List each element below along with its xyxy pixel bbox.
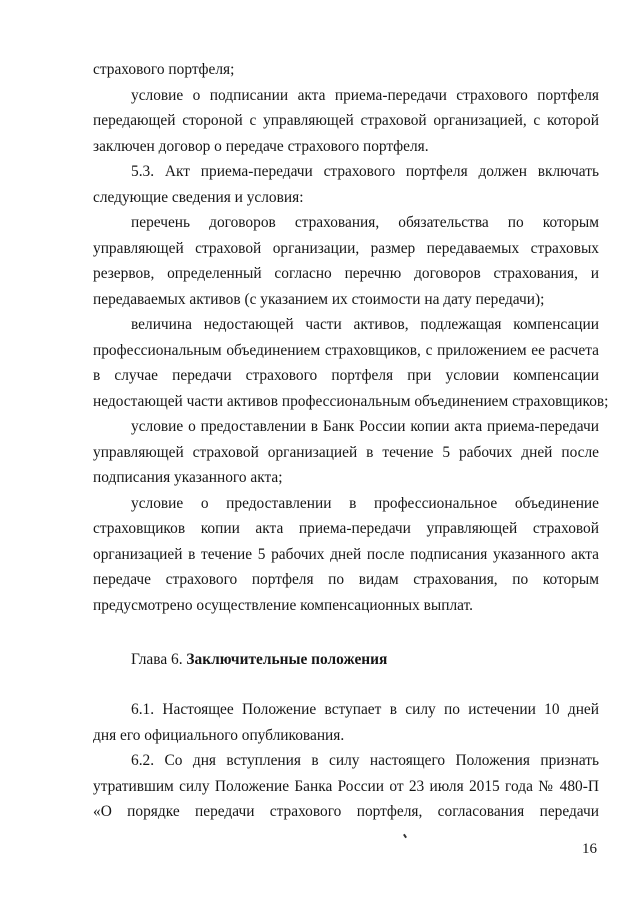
text-line: предусмотрено осуществление компенсационных выплат. bbox=[93, 596, 474, 614]
text-line: организацией в течение 5 рабочих дней после подписания указанного акта bbox=[93, 545, 599, 563]
chapter-heading bbox=[131, 647, 387, 672]
chapter-label: Глава 6. bbox=[131, 651, 183, 668]
text-line: профессиональным объединением страховщиков, с приложением ее расчета bbox=[93, 341, 599, 359]
page-number: 16 bbox=[582, 841, 597, 857]
body-text-section bbox=[93, 57, 609, 618]
text-line: резервов, определенный согласно перечню договоров страхования, и bbox=[93, 265, 599, 282]
text-line: подписания указанного акта; bbox=[93, 469, 283, 486]
text-line: «О порядке передачи страхового портфеля, согласования передачи bbox=[93, 803, 599, 820]
text-line: условие о предоставлении в профессиональное объединение bbox=[131, 494, 599, 512]
text-line: следующие сведения и условия: bbox=[93, 188, 304, 206]
text-line: в случае передачи страхового портфеля при условии компенсации bbox=[93, 367, 599, 384]
text-line: величина недостающей части активов, подлежащая компенсации bbox=[131, 316, 599, 333]
scan-mark bbox=[403, 834, 407, 838]
text-line: недостающей части активов профессиональным объединением страховщиков; bbox=[93, 392, 609, 410]
text-line: утратившим силу Положение Банка России от 23 июля 2015 года № 480-П bbox=[93, 777, 599, 795]
text-line: передаваемых активов (с указанием их стоимости на дату передачи); bbox=[93, 290, 545, 308]
text-line: управляющей страховой организации, размер передаваемых страховых bbox=[93, 239, 599, 257]
text-line: 6.2. Со дня вступления в силу настоящего Положения признать bbox=[131, 752, 599, 769]
text-line: управляющей страховой организацией в течение 5 рабочих дней после bbox=[93, 443, 599, 461]
text-line: страховщиков копии акта приема-передачи управляющей страховой bbox=[93, 520, 599, 537]
chapter-title: Заключительные положения bbox=[186, 651, 388, 668]
text-line: дня его официального опубликования. bbox=[93, 726, 345, 744]
text-line: условие о предоставлении в Банк России копии акта приема-передачи bbox=[131, 418, 599, 435]
text-line: перечень договоров страхования, обязательства по которым bbox=[131, 214, 599, 231]
text-line: передающей стороной с управляющей страховой организацией, с которой bbox=[93, 112, 599, 129]
text-line: 5.3. Акт приема-передачи страхового портфеля должен включать bbox=[131, 163, 599, 180]
text-line: заключен договор о передаче страхового портфеля. bbox=[93, 137, 429, 155]
text-line: страхового портфеля; bbox=[93, 61, 235, 78]
text-line: условие о подписании акта приема-передачи страхового портфеля bbox=[131, 86, 599, 104]
text-line: 6.1. Настоящее Положение вступает в силу по истечении 10 дней bbox=[131, 701, 599, 718]
body-text-section bbox=[93, 697, 599, 825]
text-line: передаче страхового портфеля по видам страхования, по которым bbox=[93, 571, 599, 588]
